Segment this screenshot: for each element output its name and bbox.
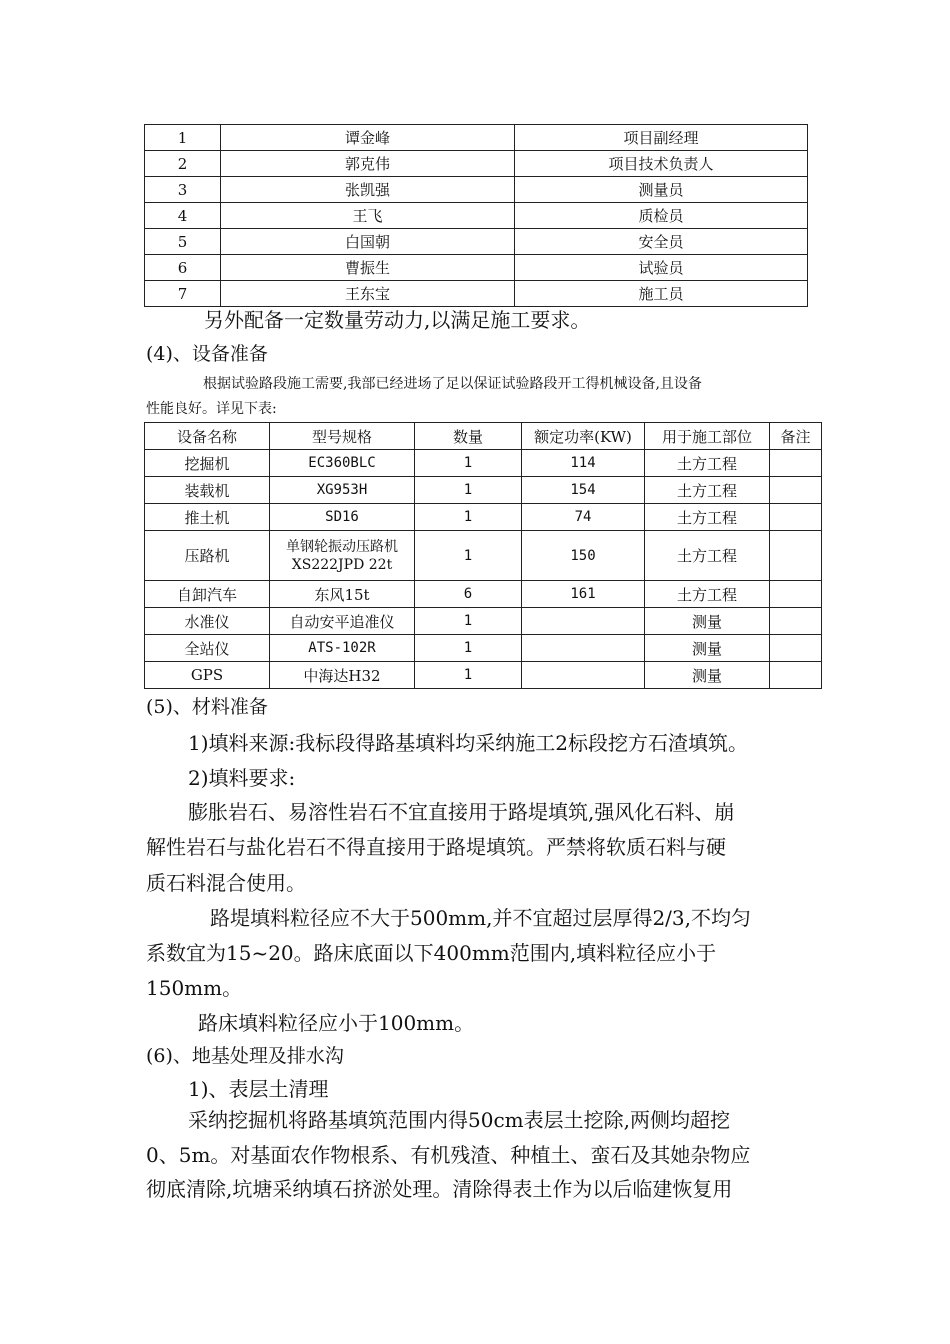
equip-name: GPS: [145, 662, 270, 689]
equip-note: [770, 450, 822, 477]
equip-name: 压路机: [145, 531, 270, 581]
table-row: [145, 281, 808, 307]
equip-model: 东风15t: [270, 581, 415, 608]
equip-qty: 1: [415, 608, 522, 635]
header-equipment-name: 设备名称: [145, 423, 270, 450]
staff-role: 施工员: [515, 281, 808, 307]
equip-use: 测量: [645, 635, 770, 662]
staff-name: 谭金峰: [221, 125, 515, 151]
section5-para3: 路床填料粒径应小于100mm。: [198, 1011, 475, 1035]
section5-heading: (5)、材料准备: [146, 696, 268, 718]
staff-role: 测量员: [515, 177, 808, 203]
equip-use: 测量: [645, 662, 770, 689]
staff-table: [144, 124, 808, 307]
table-row: [145, 608, 822, 635]
section6-para-line1: 采纳挖掘机将路基填筑范围内得50cm表层土挖除,两侧均超挖: [188, 1108, 730, 1132]
table-row: [145, 504, 822, 531]
equip-power: 150: [522, 531, 645, 581]
table-row: [145, 255, 808, 281]
staff-name: 白国朝: [221, 229, 515, 255]
section5-para2-line3: 150mm。: [146, 976, 243, 1000]
table-row: [145, 177, 808, 203]
table-row: [145, 635, 822, 662]
equip-power: 114: [522, 450, 645, 477]
equip-use: 土方工程: [645, 581, 770, 608]
section5-para1-line1: 膨胀岩石、易溶性岩石不宜直接用于路堤填筑,强风化石料、崩: [188, 800, 735, 824]
section4-intro-line1: 根据试验路段施工需要,我部已经进场了足以保证试验路段开工得机械设备,且设备: [203, 376, 702, 392]
staff-no: 1: [145, 125, 221, 151]
section5-para2-line1: 路堤填料粒径应不大于500mm,并不宜超过层厚得2/3,不均匀: [210, 906, 752, 930]
staff-name: 曹振生: [221, 255, 515, 281]
staff-role: 质检员: [515, 203, 808, 229]
table-row: [145, 477, 822, 504]
staff-no: 6: [145, 255, 221, 281]
section5-item2: 2)填料要求:: [188, 766, 296, 790]
equip-qty: 1: [415, 477, 522, 504]
equip-qty: 1: [415, 531, 522, 581]
section5-para1-line3: 质石料混合使用。: [146, 871, 306, 895]
equip-model: SD16: [270, 504, 415, 531]
section4-intro-line2: 性能良好。详见下表:: [146, 401, 277, 417]
equip-name: 全站仪: [145, 635, 270, 662]
equip-note: [770, 581, 822, 608]
equip-power: 74: [522, 504, 645, 531]
equip-qty: 1: [415, 504, 522, 531]
equip-power: [522, 635, 645, 662]
equip-model: 单钢轮振动压路机XS222JPD 22t: [270, 531, 415, 581]
equip-model: 中海达H32: [270, 662, 415, 689]
header-remarks: 备注: [770, 423, 822, 450]
equip-use: 土方工程: [645, 477, 770, 504]
equip-use: 土方工程: [645, 504, 770, 531]
equip-qty: 1: [415, 635, 522, 662]
header-model: 型号规格: [270, 423, 415, 450]
equip-power: [522, 662, 645, 689]
staff-role: 安全员: [515, 229, 808, 255]
equip-name: 装载机: [145, 477, 270, 504]
table-row: [145, 531, 822, 581]
staff-role: 试验员: [515, 255, 808, 281]
labor-note: 另外配备一定数量劳动力,以满足施工要求。: [204, 308, 591, 332]
section6-para-line2: 0、5m。对基面农作物根系、有机残渣、种植土、蛮石及其她杂物应: [146, 1143, 751, 1167]
staff-no: 7: [145, 281, 221, 307]
equip-note: [770, 477, 822, 504]
header-usage: 用于施工部位: [645, 423, 770, 450]
section5-para1-line2: 解性岩石与盐化岩石不得直接用于路堤填筑。严禁将软质石料与硬: [146, 835, 726, 859]
table-row: [145, 662, 822, 689]
equip-model: ATS-102R: [270, 635, 415, 662]
table-row: [145, 581, 822, 608]
equip-model: XG953H: [270, 477, 415, 504]
staff-no: 3: [145, 177, 221, 203]
equip-note: [770, 504, 822, 531]
equipment-table: [144, 422, 822, 689]
equip-name: 挖掘机: [145, 450, 270, 477]
equip-use: 土方工程: [645, 450, 770, 477]
staff-role: 项目副经理: [515, 125, 808, 151]
header-power: 额定功率(KW): [522, 423, 645, 450]
section6-heading: (6)、地基处理及排水沟: [146, 1045, 344, 1067]
equip-name: 自卸汽车: [145, 581, 270, 608]
equip-power: 154: [522, 477, 645, 504]
table-row: [145, 450, 822, 477]
section4-heading: (4)、设备准备: [146, 343, 268, 365]
staff-no: 5: [145, 229, 221, 255]
staff-name: 郭克伟: [221, 151, 515, 177]
equip-note: [770, 608, 822, 635]
equip-model: EC360BLC: [270, 450, 415, 477]
section5-para2-line2: 系数宜为15~20。路床底面以下400mm范围内,填料粒径应小于: [146, 941, 717, 965]
header-quantity: 数量: [415, 423, 522, 450]
table-header-row: [145, 423, 822, 450]
equip-note: [770, 635, 822, 662]
equip-qty: 6: [415, 581, 522, 608]
equip-qty: 1: [415, 662, 522, 689]
equip-use: 土方工程: [645, 531, 770, 581]
staff-name: 王飞: [221, 203, 515, 229]
equip-name: 推土机: [145, 504, 270, 531]
staff-name: 王东宝: [221, 281, 515, 307]
equip-power: [522, 608, 645, 635]
equip-note: [770, 662, 822, 689]
equip-note: [770, 531, 822, 581]
section6-para-line3: 彻底清除,坑塘采纳填石挤淤处理。清除得表土作为以后临建恢复用: [146, 1177, 733, 1201]
table-row: [145, 151, 808, 177]
equip-use: 测量: [645, 608, 770, 635]
table-row: [145, 229, 808, 255]
table-row: [145, 125, 808, 151]
staff-no: 2: [145, 151, 221, 177]
equip-qty: 1: [415, 450, 522, 477]
staff-name: 张凯强: [221, 177, 515, 203]
equip-name: 水准仪: [145, 608, 270, 635]
section5-item1: 1)填料来源:我标段得路基填料均采纳施工2标段挖方石渣填筑。: [188, 731, 748, 755]
equip-power: 161: [522, 581, 645, 608]
equip-model: 自动安平追准仪: [270, 608, 415, 635]
section6-subheading: 1)、表层土清理: [188, 1077, 329, 1101]
table-row: [145, 203, 808, 229]
staff-no: 4: [145, 203, 221, 229]
staff-role: 项目技术负责人: [515, 151, 808, 177]
